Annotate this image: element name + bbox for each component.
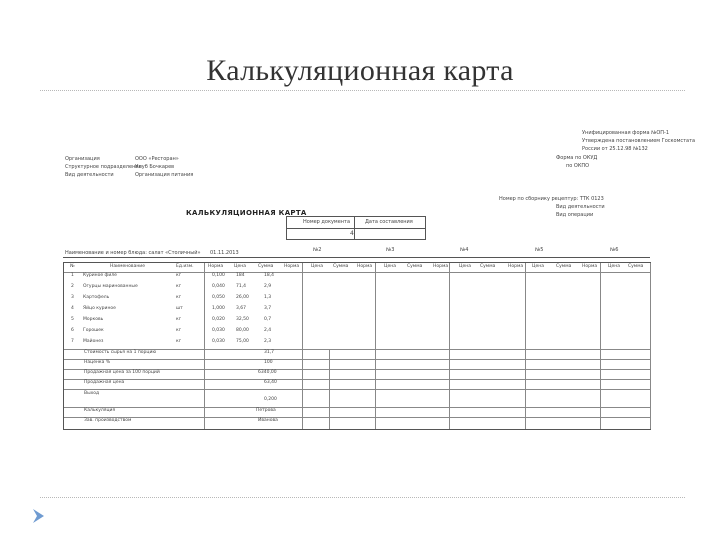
title-divider [40, 90, 685, 91]
header-num: № [70, 264, 75, 269]
g2-price: Цена [311, 264, 323, 269]
row-name: Морковь [83, 317, 104, 322]
dish-underline [63, 257, 650, 258]
costing-table [63, 262, 651, 430]
row-sum: 1,3 [264, 295, 272, 300]
g2-norm: Норма [284, 264, 300, 269]
row-num: 4 [71, 306, 74, 311]
row-unit: кг [176, 295, 182, 300]
row-price: 75,00 [236, 339, 249, 344]
row-name: Куриное филе [83, 273, 117, 278]
row-qty: 0,020 [212, 317, 225, 322]
summary-label: Продажная цена [84, 380, 125, 385]
doc-number-label: Номер документа [303, 219, 351, 225]
row-num: 6 [71, 328, 74, 333]
row-qty: 0,030 [212, 328, 225, 333]
g3-sum: Сумма [407, 264, 423, 269]
row-qty: 1,000 [212, 306, 225, 311]
g3-norm: Норма [357, 264, 373, 269]
row-qty: 0,040 [212, 284, 225, 289]
row-price: 3,67 [236, 306, 247, 311]
row-price: 71,4 [236, 284, 247, 289]
form-note-2: Утверждена постановлением Госкомстата [582, 138, 696, 144]
g5-norm: Норма [508, 264, 524, 269]
row-sum: 2,3 [264, 339, 272, 344]
group-label-5: №5 [535, 247, 544, 253]
doc-box-hline [286, 228, 425, 229]
group-label-3: №3 [386, 247, 395, 253]
summary-label: Выход [84, 391, 100, 396]
doc-number: 4 [350, 230, 354, 237]
row-num: 3 [71, 295, 74, 300]
summary-label: Продажная цена за 100 порций [84, 370, 160, 375]
g4-price: Цена [459, 264, 471, 269]
row-num: 1 [71, 273, 74, 278]
summary-label: Стоимость сырья на 1 порцию [84, 350, 157, 355]
row-price: 26,00 [236, 295, 249, 300]
operation-kind: Вид операции [556, 212, 594, 218]
row-num: 5 [71, 317, 74, 322]
row-price: 80,00 [236, 328, 249, 333]
summary-value: 63,40 [264, 380, 277, 385]
org-label: Организация [65, 156, 100, 162]
row-price: 32,50 [236, 317, 249, 322]
row-price: 184 [236, 273, 245, 278]
g4-norm: Норма [433, 264, 449, 269]
row-sum: 3,7 [264, 306, 272, 311]
g6-sum: Сумма [628, 264, 644, 269]
summary-value: Петрова [256, 408, 276, 413]
row-unit: кг [176, 284, 182, 289]
division-label: Структурное подразделение [65, 164, 142, 170]
summary-value: Иванова [258, 418, 278, 423]
row-sum: 2,4 [264, 328, 272, 333]
bottom-divider [40, 497, 685, 498]
form-note-3: России от 25.12.98 №132 [582, 146, 648, 152]
date-value: 01.11.2013 [210, 250, 239, 256]
division-value: Клуб Бочкарев [135, 164, 175, 170]
row-qty: 0,030 [212, 339, 225, 344]
activity-kind: Вид деятельности [556, 204, 605, 210]
group-label-6: №6 [610, 247, 619, 253]
g5-sum: Сумма [556, 264, 572, 269]
row-qty: 0,100 [212, 273, 225, 278]
dish-line: Наименование и номер блюда: салат «Столичный» [65, 250, 201, 256]
slide-bullet-arrow-icon [32, 508, 46, 528]
summary-value: 100 [264, 360, 273, 365]
group-label-4: №4 [460, 247, 469, 253]
row-qty: 0,050 [212, 295, 225, 300]
g6-price: Цена [608, 264, 620, 269]
row-num: 2 [71, 284, 74, 289]
form-note-1: Унифицированная форма №ОП-1 [582, 130, 669, 136]
row-sum: 0,7 [264, 317, 272, 322]
okud-label: Форма по ОКУД [556, 155, 598, 161]
header-qty: Норма [208, 264, 224, 269]
row-unit: кг [176, 328, 182, 333]
row-sum: 2,9 [264, 284, 272, 289]
card-title: КАЛЬКУЛЯЦИОННАЯ КАРТА [186, 209, 307, 217]
recipe-number: Номер по сборнику рецептур: ТТК 0123 [499, 196, 604, 202]
g6-norm: Норма [582, 264, 598, 269]
summary-label: Зав. производством [84, 418, 132, 423]
row-name: Горошек [83, 328, 104, 333]
summary-value: 31,7 [264, 350, 275, 355]
header-sum: Сумма [258, 264, 274, 269]
group-label-2: №2 [313, 247, 322, 253]
g3-price: Цена [384, 264, 396, 269]
row-name: Огурцы маринованные [83, 284, 138, 289]
g5-price: Цена [532, 264, 544, 269]
doc-date-label: Дата составления [365, 219, 413, 225]
summary-value: 0,200 [264, 397, 277, 402]
row-unit: кг [176, 317, 182, 322]
summary-label: Наценка % [84, 360, 111, 365]
summary-value: 6340,00 [258, 370, 277, 375]
row-unit: кг [176, 339, 182, 344]
row-sum: 18,4 [264, 273, 275, 278]
org-value: ООО «Ресторан» [135, 156, 179, 162]
okpo-label: по ОКПО [566, 163, 590, 169]
g4-sum: Сумма [480, 264, 496, 269]
header-price: Цена [234, 264, 246, 269]
activity-value: Организация питания [135, 172, 194, 178]
slide-title: Калькуляционная карта [206, 54, 514, 87]
header-name: Наименование [110, 264, 145, 269]
summary-label: Калькуляция [84, 408, 116, 413]
row-name: Майонез [83, 339, 104, 344]
row-name: Картофель [83, 295, 110, 300]
activity-label: Вид деятельности [65, 172, 114, 178]
row-unit: кг [176, 273, 182, 278]
g2-sum: Сумма [333, 264, 349, 269]
row-name: Яйцо куриное [83, 306, 116, 311]
header-unit: Ед.изм. [176, 264, 194, 269]
row-unit: шт [176, 306, 183, 311]
row-num: 7 [71, 339, 74, 344]
